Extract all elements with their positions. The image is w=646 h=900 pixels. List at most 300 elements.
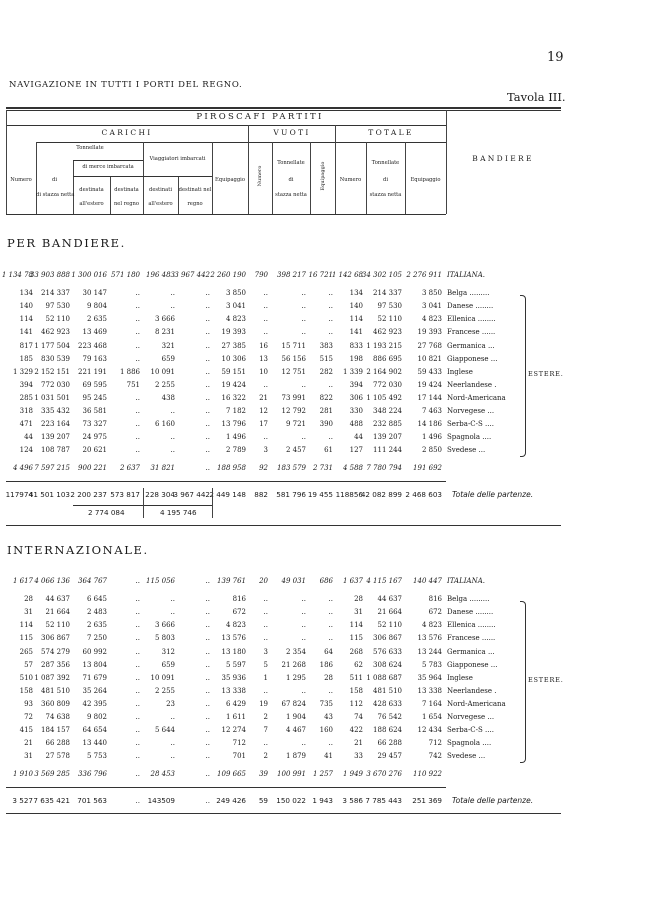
table-cell: 1 088 687: [366, 673, 402, 682]
leader-dots: ........: [473, 608, 494, 617]
table-cell: 19 455: [307, 489, 333, 499]
table-cell: ..: [135, 420, 140, 429]
table-cell: 318: [19, 407, 33, 415]
table-cell: 3 041: [225, 302, 246, 311]
table-cell: 481 510: [41, 686, 70, 695]
table-cell: ..: [205, 464, 210, 473]
table-cell: 1 611: [225, 713, 246, 721]
table-cell: 1 177 504: [34, 341, 70, 350]
hdr-di: di: [52, 177, 57, 183]
table-cell: ..: [328, 315, 333, 324]
table-cell: 2: [263, 752, 268, 761]
table-cell: ..: [205, 752, 210, 761]
table-row: [0, 687, 646, 700]
table-cell: 1 193 215: [366, 341, 402, 350]
table-row: [0, 355, 646, 368]
table-row: [0, 289, 646, 302]
flag-label: [447, 577, 485, 585]
table-cell: 438: [161, 393, 175, 402]
flag-name: Danese: [447, 302, 474, 311]
table-cell: 185: [19, 354, 33, 363]
table-cell: 5 597: [225, 660, 246, 669]
table-cell: 471: [19, 420, 33, 429]
table-cell: 67 824: [281, 699, 306, 708]
hdr-vuoti-stazza: stazza netta: [275, 192, 307, 198]
flag-name: Danese: [447, 608, 474, 617]
table-cell: ..: [328, 686, 333, 695]
table-cell: 19: [259, 699, 268, 708]
table-cell: ..: [205, 446, 210, 455]
table-cell: 100 991: [277, 770, 306, 779]
table-cell: 33 903 888: [29, 271, 70, 279]
flag-name: Norvegese: [447, 713, 486, 721]
table-cell: 1 949: [342, 770, 363, 779]
table-cell: ..: [301, 634, 306, 643]
table-cell: ..: [205, 795, 210, 805]
table-cell: 335 432: [41, 407, 70, 415]
flag-label: [447, 687, 497, 695]
table-cell: 31 821: [150, 464, 175, 473]
table-row: [0, 407, 646, 420]
table-cell: 573 817: [110, 489, 140, 499]
table-cell: 4 823: [225, 315, 246, 324]
table-cell: 13 338: [417, 686, 442, 695]
table-cell: 735: [319, 699, 333, 708]
table-cell: 321: [161, 341, 175, 350]
brace: [520, 295, 526, 457]
header-carichi: CARICHI: [101, 128, 153, 137]
table-cell: 4 588: [342, 464, 363, 473]
table-cell: ..: [205, 595, 210, 604]
table-cell: ..: [205, 289, 210, 298]
table-row: [0, 315, 646, 328]
leader-dots: .: [492, 686, 497, 695]
table-cell: ..: [205, 420, 210, 429]
rule: [6, 481, 446, 482]
table-cell: 114: [19, 621, 33, 630]
table-cell: 13 180: [221, 647, 246, 656]
flag-label: [447, 726, 494, 734]
table-cell: 69 595: [82, 380, 107, 389]
table-cell: 1 943: [312, 795, 333, 805]
table-cell: 701 563: [77, 795, 107, 805]
table-cell: 265: [19, 647, 33, 656]
table-row: [0, 271, 646, 284]
table-cell: ..: [263, 289, 268, 298]
table-cell: 3 527: [12, 795, 33, 805]
table-cell: ..: [205, 367, 210, 376]
table-cell: 2 354: [285, 647, 306, 656]
table-cell: 114: [349, 621, 363, 630]
table-row: [0, 433, 646, 446]
table-cell: ..: [170, 446, 175, 455]
table-cell: 4 115 167: [366, 577, 402, 585]
table-cell: 742: [428, 752, 442, 761]
flag-label: [447, 328, 495, 336]
table-cell: 249 426: [216, 795, 246, 805]
flag-label: [447, 420, 494, 428]
table-cell: ..: [328, 595, 333, 604]
table-cell: 383: [319, 341, 333, 350]
table-cell: 114: [19, 315, 33, 324]
table-cell: 124: [19, 446, 33, 455]
table-cell: 64: [324, 647, 333, 656]
flag-label: [447, 700, 506, 708]
table-cell: 43: [324, 713, 333, 721]
table-cell: 13 244: [417, 647, 442, 656]
leader-dots: .........: [467, 289, 490, 298]
table-cell: 28 453: [150, 770, 175, 779]
flag-name: Norvegese: [447, 407, 486, 415]
table-cell: 3 967 442: [174, 271, 210, 279]
table-cell: ..: [205, 328, 210, 337]
table-cell: 7 785 443: [365, 795, 402, 805]
table-cell: 41: [324, 752, 333, 761]
table-cell: 16 721: [308, 271, 333, 279]
table-row: [0, 577, 646, 590]
table-cell: 415: [19, 726, 33, 735]
table-cell: ..: [328, 621, 333, 630]
table-cell: ..: [301, 328, 306, 337]
rule: [6, 813, 561, 814]
table-cell: 816: [232, 595, 246, 604]
table-cell: 15 711: [281, 341, 306, 350]
table-cell: 515: [319, 354, 333, 363]
leader-dots: ....: [480, 739, 492, 748]
table-cell: 21: [354, 739, 363, 748]
table-cell: 1 904: [285, 713, 306, 721]
table-cell: 3 967 442: [173, 489, 210, 499]
table-cell: 79 163: [82, 354, 107, 363]
table-cell: ..: [170, 595, 175, 604]
table-cell: 751: [126, 380, 140, 389]
table-cell: ..: [205, 660, 210, 669]
table-cell: 3 041: [421, 302, 442, 311]
flag-label: [447, 608, 493, 616]
table-cell: 2 260 190: [210, 271, 246, 279]
table-cell: 109 665: [217, 770, 246, 779]
table-cell: 228 304: [145, 489, 175, 499]
table-cell: 1: [263, 673, 268, 682]
table-cell: 2: [263, 713, 268, 721]
table-cell: 214 337: [41, 289, 70, 298]
table-cell: 6 160: [154, 420, 175, 429]
table-cell: ..: [135, 621, 140, 630]
table-cell: 34 302 105: [361, 271, 402, 279]
table-cell: ..: [205, 726, 210, 735]
table-cell: 2 635: [86, 315, 107, 324]
table-cell: 16 322: [221, 393, 246, 402]
table-cell: 330: [349, 407, 363, 415]
table-cell: 285: [19, 393, 33, 402]
table-cell: 6 429: [225, 699, 246, 708]
table-cell: 19 393: [221, 328, 246, 337]
table-cell: 10 306: [221, 354, 246, 363]
table-cell: ..: [135, 647, 140, 656]
flag-label: [447, 446, 485, 454]
table-cell: 21: [259, 393, 268, 402]
table-cell: ..: [135, 289, 140, 298]
table-cell: 7: [263, 726, 268, 735]
flag-label: [447, 342, 495, 350]
table-cell: 44: [24, 433, 33, 442]
table-cell: 183 579: [277, 464, 306, 473]
flag-label: [447, 713, 494, 721]
table-cell: 13 576: [221, 634, 246, 643]
table-cell: 44: [354, 433, 363, 442]
table-cell: 134: [19, 289, 33, 298]
table-cell: 360 809: [41, 699, 70, 708]
table-cell: 672: [232, 608, 246, 617]
table-cell: ..: [135, 595, 140, 604]
table-cell: 659: [161, 660, 175, 669]
flag-label: [447, 315, 496, 323]
table-cell: 282: [319, 367, 333, 376]
leader-dots: ....: [482, 726, 494, 735]
table-cell: 1 886: [119, 367, 140, 376]
table-cell: 114: [349, 315, 363, 324]
estere-label: ESTERE.: [528, 370, 564, 379]
leader-dots: ...: [485, 341, 495, 350]
rule: [6, 787, 446, 788]
table-row: [0, 490, 646, 503]
flag-name: Francese: [447, 328, 480, 337]
table-cell: 686: [319, 577, 333, 585]
table-cell: ..: [205, 380, 210, 389]
leader-dots: ...: [485, 647, 495, 656]
table-cell: 4 496: [12, 464, 33, 473]
hdr-vuoti-numero: Numero: [257, 165, 263, 187]
table-row: [0, 302, 646, 315]
leader-dots: ........: [475, 315, 496, 324]
table-cell: ..: [301, 608, 306, 617]
table-cell: 1 339: [342, 367, 363, 376]
flag-label: [447, 661, 497, 669]
table-cell: 394: [19, 380, 33, 389]
table-cell: 36 581: [82, 407, 107, 415]
table-cell: ..: [328, 608, 333, 617]
table-cell: 10: [259, 367, 268, 376]
table-cell: ..: [135, 713, 140, 721]
table-cell: 186: [319, 660, 333, 669]
table-cell: 306 867: [41, 634, 70, 643]
table-cell: 19 424: [417, 380, 442, 389]
table-cell: ..: [135, 686, 140, 695]
table-cell: 223 468: [78, 341, 107, 350]
leader-dots: ......: [479, 634, 496, 643]
table-cell: 830 539: [41, 354, 70, 363]
table-cell: 140: [19, 302, 33, 311]
table-cell: 59: [258, 795, 268, 805]
table-cell: 308 624: [373, 660, 402, 669]
table-cell: ..: [301, 686, 306, 695]
table-cell: 223 164: [41, 420, 70, 429]
leader-dots: ...: [485, 407, 495, 415]
flag-name: Svedese: [447, 446, 477, 455]
table-cell: 4 823: [225, 621, 246, 630]
flag-label: [447, 289, 489, 297]
vline: [310, 142, 311, 214]
table-cell: 16: [259, 341, 268, 350]
table-cell: 97 530: [45, 302, 70, 311]
table-cell: 158: [19, 686, 33, 695]
leader-dots: ...: [476, 752, 486, 761]
table-cell: ..: [135, 739, 140, 748]
table-cell: 112: [349, 699, 363, 708]
leader-dots: ...: [485, 713, 495, 721]
table-cell: 1 300 016: [71, 271, 107, 279]
table-cell: ..: [205, 770, 210, 779]
table-cell: 62: [354, 660, 363, 669]
table-cell: 17: [259, 420, 268, 429]
table-cell: 2 449 148: [209, 489, 246, 499]
table-cell: ..: [328, 380, 333, 389]
table-cell: ..: [263, 433, 268, 442]
table-row: [0, 739, 646, 752]
table-cell: 2 255: [154, 380, 175, 389]
table-cell: ..: [205, 647, 210, 656]
table-cell: 428 633: [373, 699, 402, 708]
table-cell: 2 635: [86, 621, 107, 630]
table-cell: 57: [24, 660, 33, 669]
table-cell: 5 753: [86, 752, 107, 761]
table-row: [0, 713, 646, 726]
table-cell: 141: [19, 328, 33, 337]
table-cell: 659: [161, 354, 175, 363]
table-row: [0, 608, 646, 621]
hdr-tot-numero: Numero: [339, 177, 362, 183]
table-cell: ..: [205, 739, 210, 748]
page-number: 19: [547, 50, 564, 65]
table-cell: 3 586: [342, 795, 363, 805]
table-cell: ..: [205, 354, 210, 363]
table-cell: 188 958: [217, 464, 246, 473]
table-cell: 2 255: [154, 686, 175, 695]
flag-name: ITALIANA.: [447, 271, 485, 279]
table-cell: 35 964: [417, 673, 442, 682]
table-cell: 14 186: [417, 420, 442, 429]
flag-label: [447, 739, 491, 747]
table-cell: 8 231: [154, 328, 175, 337]
table-cell: 1 087 392: [34, 673, 70, 682]
table-cell: 214 337: [373, 289, 402, 298]
table-cell: ..: [135, 577, 140, 585]
table-cell: 394: [349, 380, 363, 389]
table-cell: 21 664: [377, 608, 402, 617]
table-cell: 712: [428, 739, 442, 748]
vline: [6, 110, 7, 214]
table-cell: 2 152 151: [34, 367, 70, 376]
hdr-viagg-regno: destinati nel regno: [178, 187, 212, 207]
table-cell: 701: [232, 752, 246, 761]
estere-label: ESTERE.: [528, 676, 564, 685]
table-cell: ..: [205, 673, 210, 682]
table-cell: ..: [263, 380, 268, 389]
table-cell: 462 923: [373, 328, 402, 337]
flag-name: Belga: [447, 595, 468, 604]
header-vuoti: VUOTI: [273, 128, 311, 137]
table-cell: 12: [259, 407, 268, 415]
table-cell: 52 110: [377, 621, 402, 630]
table-cell: 3 666: [154, 315, 175, 324]
total-label: Totale delle partenze.: [452, 795, 534, 805]
flag-name: Spagnola: [447, 433, 481, 442]
table-cell: ..: [205, 407, 210, 415]
table-cell: 30 147: [82, 289, 107, 298]
leader-dots: ........: [473, 302, 494, 311]
hdr-tot-tonn: Tonnellate: [371, 160, 400, 166]
table-cell: 13 804: [82, 660, 107, 669]
table-row: [0, 634, 646, 647]
table-cell: ..: [170, 608, 175, 617]
table-cell: 95 245: [82, 393, 107, 402]
table-cell: ..: [135, 328, 140, 337]
hdr-tot-di: di: [383, 177, 388, 183]
hdr-tot-stazza: stazza netta: [369, 192, 402, 198]
flag-label: [447, 752, 485, 760]
table-cell: 21 664: [45, 608, 70, 617]
header-totale: TOTALE: [368, 128, 414, 137]
table-cell: 31: [24, 608, 33, 617]
table-cell: 398 217: [277, 271, 306, 279]
table-row: [0, 661, 646, 674]
running-head: NAVIGAZIONE IN TUTTI I PORTI DEL REGNO.: [9, 80, 243, 90]
table-cell: 59 151: [221, 367, 246, 376]
flag-name: Giapponese: [447, 660, 489, 669]
table-cell: 13 440: [82, 739, 107, 748]
table-cell: 93: [24, 699, 33, 708]
table-cell: 140: [349, 302, 363, 311]
table-cell: ..: [135, 608, 140, 617]
table-cell: 61: [324, 446, 333, 455]
table-cell: 198: [349, 354, 363, 363]
table-cell: 1 329: [12, 367, 33, 376]
table-cell: 140 447: [413, 577, 442, 585]
flag-name: Germanica: [447, 341, 486, 350]
table-cell: 56 156: [281, 354, 306, 363]
hdr-viaggiatori: Viaggiatori imbarcati: [149, 156, 206, 162]
table-cell: ..: [135, 302, 140, 311]
table-cell: 817: [19, 341, 33, 350]
flag-name: Francese: [447, 634, 480, 643]
section-title: PER BANDIERE.: [7, 236, 126, 250]
table-cell: 72: [24, 713, 33, 721]
table-cell: 60 992: [82, 647, 107, 656]
flag-label: [447, 394, 506, 402]
table-cell: 576 633: [373, 647, 402, 656]
vline: [212, 488, 213, 518]
table-cell: 6 645: [86, 595, 107, 604]
vline: [446, 110, 447, 214]
leader-dots: ...: [476, 446, 486, 455]
table-cell: 117974: [5, 489, 33, 499]
leader-dots: ....: [480, 433, 492, 442]
table-cell: 184 157: [41, 726, 70, 735]
table-cell: 7 635 421: [33, 795, 70, 805]
table-cell: 160: [319, 726, 333, 735]
flag-name: Serba-C-S: [447, 420, 483, 429]
table-cell: 2 457: [285, 446, 306, 455]
table-cell: 21 268: [281, 660, 306, 669]
sum-viaggiatori: 4 195 746: [160, 507, 197, 517]
hdr-merce: di merce imbarcata: [82, 164, 134, 170]
header-main-title: PIROSCAFI PARTITI: [196, 112, 324, 122]
table-cell: 42 395: [82, 699, 107, 708]
table-cell: 3: [263, 647, 268, 656]
table-cell: 13 796: [221, 420, 246, 429]
hdr-vuoti-tonn: Tonnellate: [277, 160, 305, 166]
table-cell: 44 637: [377, 595, 402, 604]
